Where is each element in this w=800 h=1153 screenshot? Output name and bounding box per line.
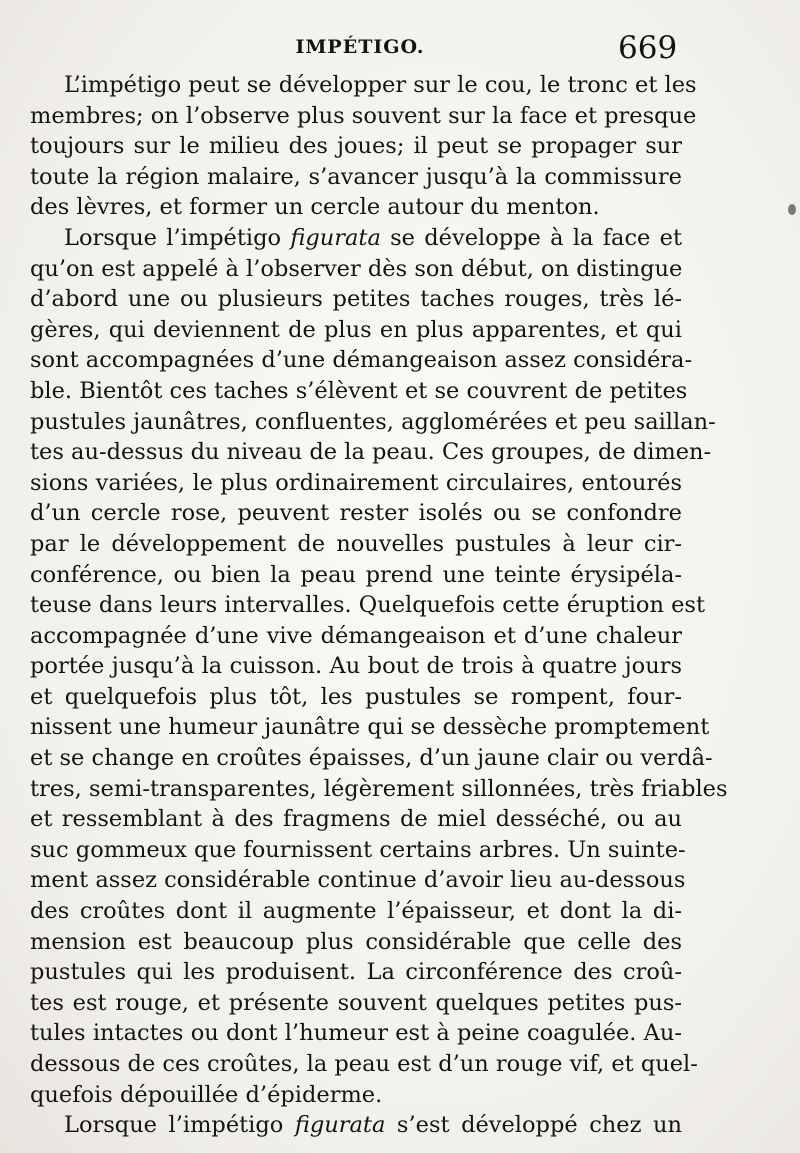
text-line: des croûtes dont il augmente l’épaisseur, et dont la di- (30, 898, 682, 925)
italic-term: figurata (294, 1112, 386, 1139)
text-segment: Lorsque l’impétigo (64, 224, 291, 251)
text-line: et ressemblant à des fragmens de miel desséché, ou au (30, 806, 682, 833)
text-line: d’abord une ou plusieurs petites taches rouges, très lé- (30, 286, 682, 313)
text-line: d’un cercle rose, peuvent rester isolés ou se confondre (30, 500, 682, 527)
text-line: tes au-dessus du niveau de la peau. Ces groupes, de dimen- (30, 439, 712, 466)
text-line: toujours sur le milieu des joues; il peut se propager sur (30, 133, 682, 160)
text-line (30, 223, 682, 254)
text-line: tres, semi-transparentes, légèrement sillonnées, très friables (30, 775, 728, 802)
page-header (0, 30, 800, 70)
ink-blot (788, 204, 796, 215)
text-segment: s’est développé chez un (385, 1112, 682, 1139)
text-line: tules intactes ou dont l’humeur est à peine coagulée. Au- (30, 1020, 682, 1047)
running-title: IMPÉTIGO. (295, 36, 425, 58)
text-line: tes est rouge, et présente souvent quelques petites pus- (30, 989, 682, 1016)
text-line: et se change en croûtes épaisses, d’un jaune clair ou verdâ- (30, 745, 713, 772)
text-segment: Lorsque l’impétigo (64, 1112, 295, 1139)
text-line: dessous de ces croûtes, la peau est d’un rouge vif, et quel- (30, 1051, 698, 1077)
text-line: pustules jaunâtres, confluentes, agglomérées et peu saillan- (30, 408, 716, 435)
text-line: suc gommeux que fournissent certains arbres. Un suinte- (30, 836, 686, 863)
body-text (30, 70, 728, 1141)
text-segment: se développe à la face et (380, 224, 682, 251)
italic-term: figurata (290, 224, 381, 251)
text-line: portée jusqu’à la cuisson. Au bout de trois à quatre jours (30, 653, 682, 680)
text-line: par le développement de nouvelles pustules à leur cir- (30, 530, 682, 557)
text-line: accompagnée d’une vive démangeaison et d’une chaleur (30, 622, 682, 649)
text-line: des lèvres, et former un cercle autour du menton. (30, 194, 600, 221)
text-line: mension est beaucoup plus considérable que celle des (30, 928, 682, 955)
text-line: toute la région malaire, s’avancer jusqu’à la commissure (30, 163, 682, 190)
text-line: gères, qui deviennent de plus en plus apparentes, et qui (30, 316, 682, 343)
text-line: pustules qui les produisent. La circonférence des croû- (30, 959, 682, 986)
text-line: et quelquefois plus tôt, les pustules se rompent, four- (30, 683, 682, 710)
text-line: nissent une humeur jaunâtre qui se dessèche promptement (30, 714, 710, 741)
text-line (30, 1110, 682, 1141)
text-line: L’impétigo peut se développer sur le cou, le tronc et les (64, 72, 697, 98)
text-line: ble. Bientôt ces taches s’élèvent et se couvrent de petites (30, 377, 688, 404)
page-number: 669 (618, 30, 678, 66)
text-line: conférence, ou bien la peau prend une teinte érysipéla- (30, 561, 682, 588)
text-line: qu’on est appelé à l’observer dès son début, on distingue (30, 255, 683, 282)
text-line: sions variées, le plus ordinairement circulaires, entourés (30, 469, 682, 496)
text-line: teuse dans leurs intervalles. Quelquefois cette éruption est (30, 592, 705, 619)
text-line: quefois dépouillée d’épiderme. (30, 1081, 383, 1108)
text-line: ment assez considérable continue d’avoir lieu au-dessous (30, 867, 686, 894)
text-line: sont accompagnées d’une démangeaison assez considéra- (30, 347, 693, 374)
text-line: membres; on l’observe plus souvent sur la face et presque (30, 102, 697, 129)
